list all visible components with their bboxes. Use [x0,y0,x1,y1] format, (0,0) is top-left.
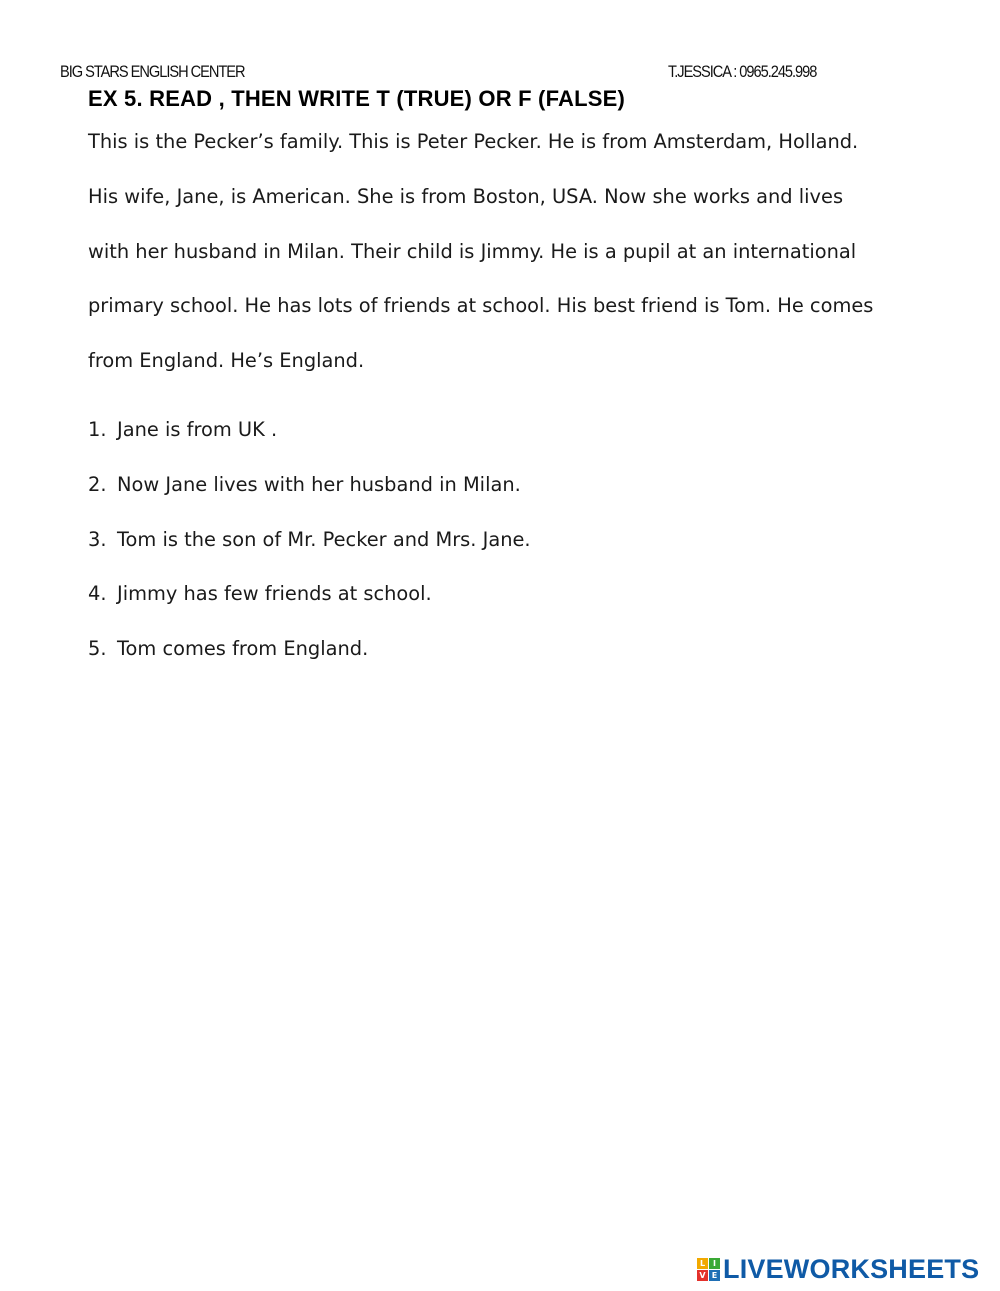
question-item [88,415,531,470]
question-item [88,634,531,689]
exercise-title: EX 5. READ , THEN WRITE T (TRUE) OR F (FALSE) [88,86,625,111]
question-number: 5. [88,637,107,661]
liveworksheets-brand [697,1254,979,1285]
logo-tile: E [709,1270,720,1281]
question-number: 3. [88,527,107,551]
question-text: Jimmy has few friends at school. [117,582,432,606]
center-name: BIG STARS ENGLISH CENTER [60,62,245,81]
question-text: Tom comes from England. [117,637,369,661]
logo-tile: I [709,1258,720,1269]
logo-tile: V [697,1270,708,1281]
passage-line: This is the Pecker’s family. This is Peter Pecker. He is from Amsterdam, Holland. [88,130,859,153]
reading-passage [88,127,948,401]
passage-line: with her husband in Milan. Their child is Jimmy. He is a pupil at an international [88,239,857,263]
brand-name: LIVEWORKSHEETS [723,1254,980,1284]
question-number: 2. [88,472,107,496]
passage-line: His wife, Jane, is American. She is from Boston, USA. Now she works and lives [88,184,844,208]
question-text: Tom is the son of Mr. Pecker and Mrs. Jane. [117,527,531,551]
passage-line: primary school. He has lots of friends at school. His best friend is Tom. He comes [88,294,874,318]
teacher-contact: T.JESSICA : 0965.245.998 [668,62,817,81]
liveworksheets-logo-icon [697,1258,720,1281]
logo-tile: L [697,1258,708,1269]
question-number: 4. [88,582,107,606]
question-list [88,415,531,689]
question-number: 1. [88,418,107,441]
passage-line: from England. He’s England. [88,349,365,373]
question-text: Jane is from UK . [117,418,278,441]
question-item [88,525,531,580]
question-item [88,579,531,634]
question-text: Now Jane lives with her husband in Milan. [117,472,521,496]
question-item [88,470,531,525]
